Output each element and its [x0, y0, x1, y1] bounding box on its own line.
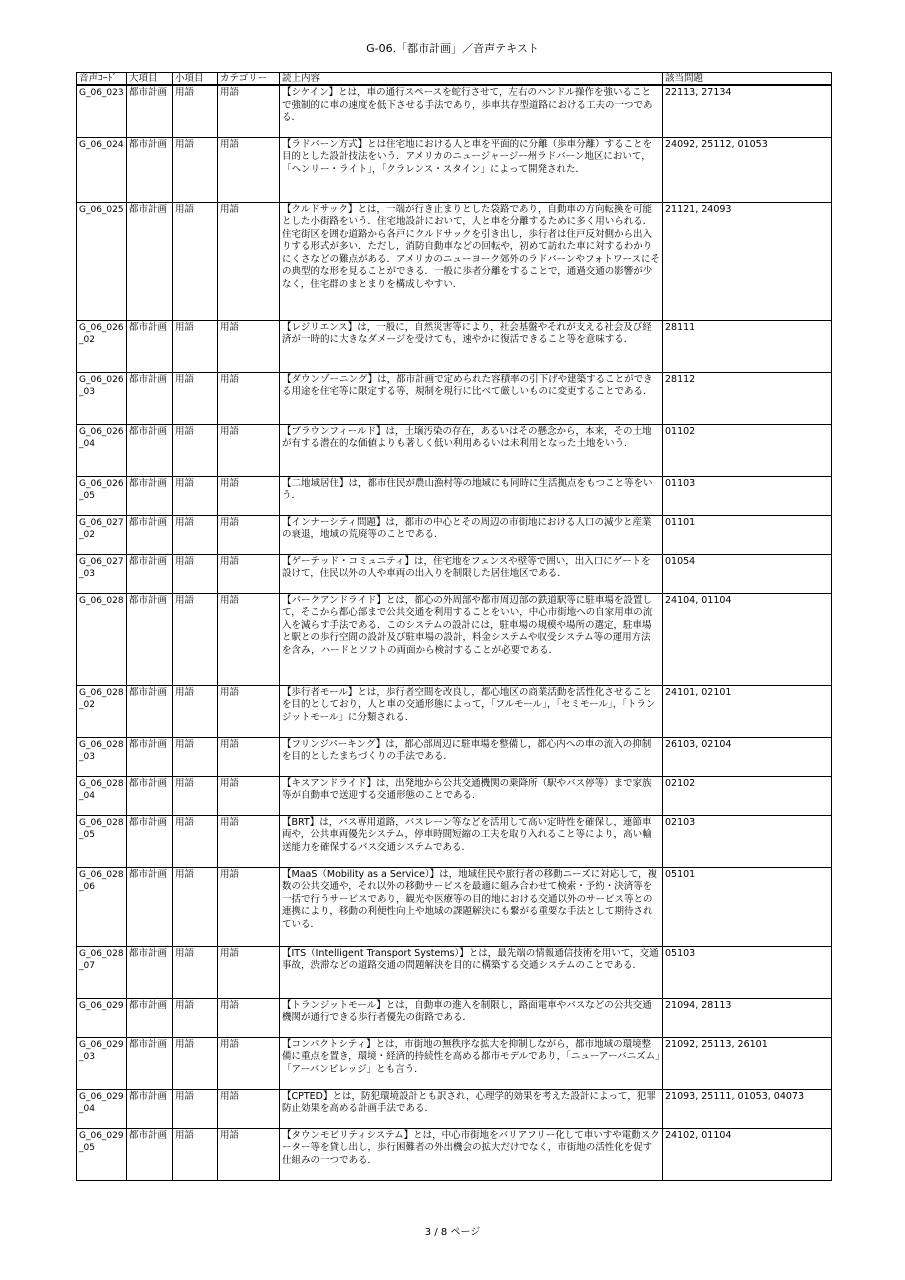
cell-minor: 用語 [173, 476, 218, 515]
cell-code: G_06_023 [77, 85, 127, 137]
cell-minor: 用語 [173, 867, 218, 946]
cell-minor: 用語 [173, 320, 218, 372]
cell-code: G_06_028_07 [77, 946, 127, 998]
cell-category: 用語 [218, 867, 280, 946]
cell-text: 【フリンジパーキング】は，都心部周辺に駐車場を整備し，都心内への車の流入の抑制を目的としたまちづくりの手法である． [280, 737, 663, 776]
cell-code: G_06_027_02 [77, 515, 127, 554]
table-row [77, 320, 832, 372]
header-category: カテゴリー [218, 73, 280, 86]
cell-category: 用語 [218, 137, 280, 202]
cell-problems: 01103 [663, 476, 832, 515]
cell-major: 都市計画 [127, 593, 173, 685]
cell-minor: 用語 [173, 372, 218, 424]
table-row [77, 476, 832, 515]
cell-category: 用語 [218, 1089, 280, 1128]
cell-text: 【歩行者モール】とは，歩行者空間を改良し，都心地区の商業活動を活性化させることを目的としており，人と車の交通形態によって，「フルモール」，「セミモール」，「トランジットモール」に分類される． [280, 685, 663, 737]
cell-category: 用語 [218, 476, 280, 515]
cell-problems: 01102 [663, 424, 832, 476]
cell-problems: 05103 [663, 946, 832, 998]
cell-major: 都市計画 [127, 202, 173, 320]
cell-problems: 24104, 01104 [663, 593, 832, 685]
cell-major: 都市計画 [127, 1128, 173, 1180]
cell-major: 都市計画 [127, 85, 173, 137]
table-row [77, 372, 832, 424]
table-row [77, 202, 832, 320]
cell-major: 都市計画 [127, 476, 173, 515]
header-minor: 小項目 [173, 73, 218, 86]
cell-problems: 22113, 27134 [663, 85, 832, 137]
cell-code: G_06_028_03 [77, 737, 127, 776]
cell-code: G_06_026_05 [77, 476, 127, 515]
cell-minor: 用語 [173, 815, 218, 867]
table-row [77, 515, 832, 554]
cell-text: 【パークアンドライド】とは，都心の外周部や都市周辺部の鉄道駅等に駐車場を設置して，そこから都心部まで公共交通を利用することをいい，中心市街地への自家用車の流入を減らす手法である．このシステムの設計には，駐車場の規模や場所の選定，駐車場と駅との歩行空間の設計及び駐車場の設計，料金システムや収受システム等の運用方法を含み，ハードとソフトの両面から検討することが必要である． [280, 593, 663, 685]
table-row [77, 998, 832, 1037]
table-row [77, 867, 832, 946]
cell-text: 【CPTED】とは，防犯環境設計とも訳され，心理学的効果を考えた設計によって，犯罪防止効果を高める計画手法である． [280, 1089, 663, 1128]
cell-problems: 21092, 25113, 26101 [663, 1037, 832, 1089]
cell-minor: 用語 [173, 515, 218, 554]
cell-code: G_06_029_05 [77, 1128, 127, 1180]
cell-problems: 24092, 25112, 01053 [663, 137, 832, 202]
table-row [77, 85, 832, 137]
cell-text: 【ブラウンフィールド】は，土壌汚染の存在，あるいはその懸念から，本来，その土地が有する潜在的な価値よりも著しく低い利用あるいは未利用となった土地をいう． [280, 424, 663, 476]
cell-problems: 01101 [663, 515, 832, 554]
cell-major: 都市計画 [127, 815, 173, 867]
cell-category: 用語 [218, 85, 280, 137]
cell-problems: 05101 [663, 867, 832, 946]
cell-minor: 用語 [173, 202, 218, 320]
cell-category: 用語 [218, 998, 280, 1037]
cell-code: G_06_024 [77, 137, 127, 202]
table-row [77, 946, 832, 998]
cell-major: 都市計画 [127, 137, 173, 202]
cell-problems: 26103, 02104 [663, 737, 832, 776]
cell-major: 都市計画 [127, 372, 173, 424]
cell-minor: 用語 [173, 593, 218, 685]
cell-minor: 用語 [173, 85, 218, 137]
cell-major: 都市計画 [127, 685, 173, 737]
cell-code: G_06_027_03 [77, 554, 127, 593]
cell-minor: 用語 [173, 998, 218, 1037]
cell-major: 都市計画 [127, 946, 173, 998]
cell-code: G_06_026_02 [77, 320, 127, 372]
cell-problems: 02103 [663, 815, 832, 867]
cell-code: G_06_028_02 [77, 685, 127, 737]
cell-text: 【キスアンドライド】は，出発地から公共交通機関の乗降所（駅やバス停等）まで家族等が自動車で送迎する交通形態のことである． [280, 776, 663, 815]
cell-category: 用語 [218, 685, 280, 737]
cell-code: G_06_029_04 [77, 1089, 127, 1128]
cell-major: 都市計画 [127, 424, 173, 476]
cell-major: 都市計画 [127, 554, 173, 593]
header-text: 読上内容 [280, 73, 663, 86]
cell-major: 都市計画 [127, 1089, 173, 1128]
cell-category: 用語 [218, 815, 280, 867]
cell-code: G_06_028_05 [77, 815, 127, 867]
cell-minor: 用語 [173, 137, 218, 202]
table-row [77, 1089, 832, 1128]
cell-text: 【MaaS（Mobility as a Service）】は，地域住民や旅行者の移動ニーズに対応して，複数の公共交通や，それ以外の移動サービスを最適に組み合わせて検索・予約・決済等を一括で行うサービスであり，観光や医療等の目的地における交通以外のサービス等との連携により，移動の利便性向上や地域の課題解決にも繋がる重要な手法として期待されている． [280, 867, 663, 946]
cell-text: 【レジリエンス】は，一般に，自然災害等により，社会基盤やそれが支える社会及び経済が一時的に大きなダメージを受けても，速やかに復活できること等を意味する． [280, 320, 663, 372]
cell-problems: 24102, 01104 [663, 1128, 832, 1180]
table-header-row [77, 73, 832, 86]
cell-minor: 用語 [173, 1128, 218, 1180]
page-number: 3 / 8 ページ [424, 1227, 481, 1238]
cell-major: 都市計画 [127, 320, 173, 372]
table-row [77, 685, 832, 737]
cell-category: 用語 [218, 1128, 280, 1180]
cell-text: 【インナーシティ問題】は，都市の中心とその周辺の市街地における人口の減少と産業の衰退，地域の荒廃等のことである． [280, 515, 663, 554]
cell-code: G_06_028 [77, 593, 127, 685]
cell-text: 【シケイン】とは，車の通行スペースを蛇行させて，左右のハンドル操作を強いることで強制的に車の速度を低下させる手法であり，歩車共存型道路における工夫の一つである． [280, 85, 663, 137]
cell-text: 【タウンモビリティシステム】とは，中心市街地をバリアフリー化して車いすや電動スクーター等を貸し出し，歩行困難者の外出機会の拡大だけでなく，市街地の活性化を促す仕組みの一つである． [280, 1128, 663, 1180]
cell-category: 用語 [218, 737, 280, 776]
table-row [77, 424, 832, 476]
cell-category: 用語 [218, 593, 280, 685]
cell-minor: 用語 [173, 424, 218, 476]
table-row [77, 776, 832, 815]
table-row [77, 737, 832, 776]
document-title: G-06.「都市計画」／音声テキスト [366, 42, 539, 55]
cell-text: 【ITS（Intelligent Transport Systems）】とは，最先端の情報通信技術を用いて，交通事故，渋滞などの道路交通の問題解決を目的に構築する交通システムのことである． [280, 946, 663, 998]
cell-major: 都市計画 [127, 1037, 173, 1089]
cell-text: 【クルドサック】とは，一端が行き止まりとした袋路であり，自動車の方向転換を可能とした小街路をいう．住宅地設計において，人と車を分離するために多く用いられる．住宅街区を囲む道路から各戸にクルドサックを引き出し，歩行者は住戸反対側から出入りする形式が多い．ただし，消防自動車などの回転や，初めて訪れた車に対するわかりにくさなどの難点がある．アメリカのニューヨーク郊外のラドバーンやフォトワースにその典型的な形を見ることができる．一般に歩者分離をすることで，通過交通の影響が少なく，住宅群のまとまりを構成しやすい． [280, 202, 663, 320]
cell-code: G_06_025 [77, 202, 127, 320]
cell-problems: 02102 [663, 776, 832, 815]
cell-minor: 用語 [173, 554, 218, 593]
cell-major: 都市計画 [127, 867, 173, 946]
cell-category: 用語 [218, 372, 280, 424]
header-problems: 該当問題 [663, 73, 832, 86]
table-row [77, 815, 832, 867]
cell-minor: 用語 [173, 737, 218, 776]
cell-problems: 01054 [663, 554, 832, 593]
cell-major: 都市計画 [127, 998, 173, 1037]
cell-code: G_06_026_03 [77, 372, 127, 424]
cell-major: 都市計画 [127, 515, 173, 554]
table-row [77, 1128, 832, 1180]
cell-minor: 用語 [173, 1037, 218, 1089]
cell-major: 都市計画 [127, 737, 173, 776]
cell-problems: 28111 [663, 320, 832, 372]
cell-text: 【コンパクトシティ】とは，市街地の無秩序な拡大を抑制しながら，都市地域の環境整備に重点を置き，環境・経済的持続性を高める都市モデルであり，「ニューアーバニズム」「アーバンビレッジ」とも言う． [280, 1037, 663, 1089]
cell-code: G_06_029 [77, 998, 127, 1037]
cell-text: 【ダウンゾーニング】は，都市計画で定められた容積率の引下げや建築することができる用途を住宅等に限定する等，規制を現行に比べて厳しいものに変更することである． [280, 372, 663, 424]
cell-code: G_06_028_06 [77, 867, 127, 946]
cell-text: 【ゲーテッド・コミュニティ】は，住宅地をフェンスや壁等で囲い，出入口にゲートを設けて，住民以外の人や車両の出入りを制限した居住地区である． [280, 554, 663, 593]
cell-category: 用語 [218, 554, 280, 593]
cell-minor: 用語 [173, 685, 218, 737]
cell-minor: 用語 [173, 946, 218, 998]
cell-category: 用語 [218, 1037, 280, 1089]
table-row [77, 593, 832, 685]
cell-major: 都市計画 [127, 776, 173, 815]
cell-problems: 21121, 24093 [663, 202, 832, 320]
cell-category: 用語 [218, 946, 280, 998]
cell-text: 【二地域居住】は，都市住民が農山漁村等の地域にも同時に生活拠点をもつこと等をいう． [280, 476, 663, 515]
cell-code: G_06_028_04 [77, 776, 127, 815]
cell-problems: 28112 [663, 372, 832, 424]
cell-minor: 用語 [173, 1089, 218, 1128]
cell-code: G_06_026_04 [77, 424, 127, 476]
table-row [77, 554, 832, 593]
table-row [77, 1037, 832, 1089]
cell-category: 用語 [218, 776, 280, 815]
cell-problems: 24101, 02101 [663, 685, 832, 737]
cell-problems: 21094, 28113 [663, 998, 832, 1037]
table-row [77, 137, 832, 202]
header-code: 音声ｺｰﾄﾞ [77, 73, 127, 86]
cell-minor: 用語 [173, 776, 218, 815]
cell-category: 用語 [218, 320, 280, 372]
cell-text: 【BRT】は，バス専用道路，バスレーン等などを活用して高い定時性を確保し，連節車両や，公共車両優先システム，停車時間短縮の工夫を取り入れること等により，高い輸送能力を確保するバス交通システムである． [280, 815, 663, 867]
cell-category: 用語 [218, 424, 280, 476]
cell-code: G_06_029_03 [77, 1037, 127, 1089]
cell-text: 【トランジットモール】とは，自動車の進入を制限し，路面電車やバスなどの公共交通機関が通行できる歩行者優先の街路である． [280, 998, 663, 1037]
cell-problems: 21093, 25111, 01053, 04073 [663, 1089, 832, 1128]
voice-text-table [76, 72, 832, 1181]
cell-text: 【ラドバーン方式】とは住宅地における人と車を平面的に分離（歩車分離）することを目的とした設計技法をいう．アメリカのニュージャージー州ラドバーン地区において，「ヘンリー・ライト」，「クラレンス・スタイン」によって開発された． [280, 137, 663, 202]
cell-category: 用語 [218, 515, 280, 554]
cell-category: 用語 [218, 202, 280, 320]
header-major: 大項目 [127, 73, 173, 86]
